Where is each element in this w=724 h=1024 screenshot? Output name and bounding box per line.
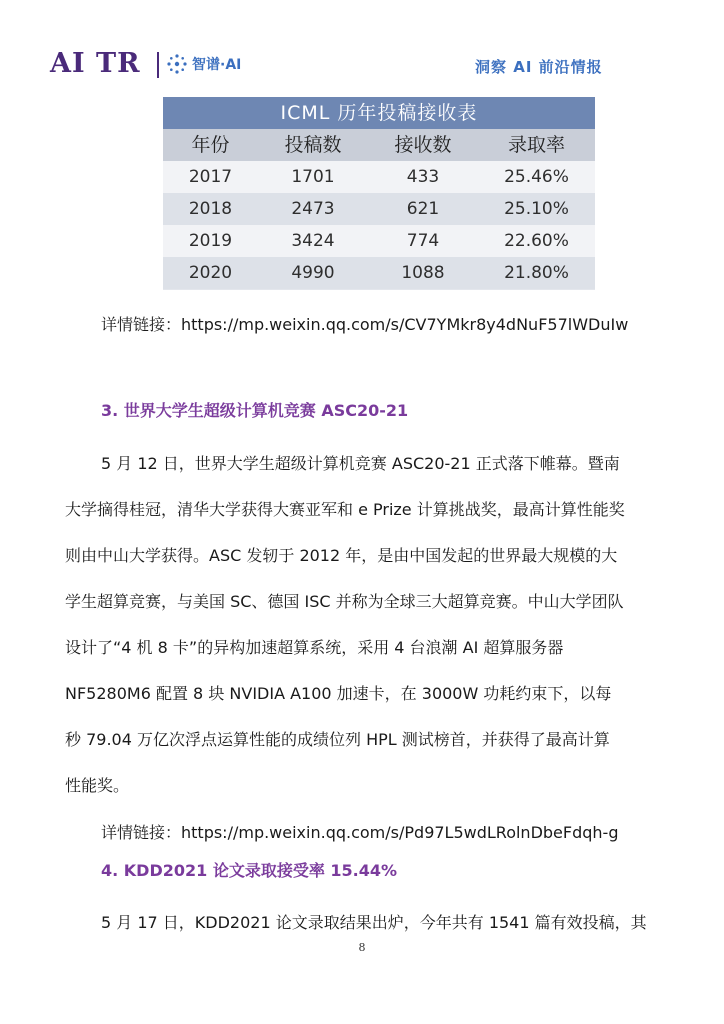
paragraph-line: 则由中山大学获得。ASC 发轫于 2012 年，是由中国发起的世界最大规模的大	[65, 546, 618, 565]
table-cell: 2473	[291, 199, 335, 219]
paragraph-line: 秒 79.04 万亿次浮点运算性能的成绩位列 HPL 测试榜首，并获得了最高计算	[65, 730, 610, 749]
paragraph-line: NF5280M6 配置 8 块 NVIDIA A100 加速卡，在 3000W 功耗约束下，以每	[65, 684, 612, 703]
paragraph-line: 设计了“4 机 8 卡”的异构加速超算系统，采用 4 台浪潮 AI 超算服务器	[65, 638, 564, 657]
table-cell: 2018	[188, 199, 233, 219]
icml-submissions-table	[163, 97, 595, 290]
table-cell: 25.46%	[504, 167, 569, 187]
zhipu-logo-icon	[166, 53, 188, 75]
table-cell: 21.80%	[504, 263, 569, 283]
section-heading-kdd: 4. KDD2021 论文录取接受率 15.44%	[101, 861, 398, 880]
table-cell: 25.10%	[504, 199, 569, 219]
table-cell: 4990	[291, 263, 335, 283]
table-cell: 22.60%	[504, 231, 569, 251]
aitr-logo: AI TR	[50, 48, 141, 79]
header-slogan: 洞察 AI 前沿情报	[475, 58, 603, 76]
paragraph-line: 5 月 12 日，世界大学生超级计算机竞赛 ASC20-21 正式落下帷幕。暨南	[101, 454, 620, 473]
table-cell: 774	[406, 231, 440, 251]
page-number: 8	[358, 941, 366, 954]
table-row	[163, 161, 595, 193]
paragraph-line: 性能奖。	[65, 776, 130, 795]
table-cell: 433	[406, 167, 440, 187]
zhipu-logo-text: 智谱·AI	[192, 57, 242, 73]
page-header	[0, 0, 724, 90]
column-header: 接收数	[394, 134, 452, 156]
column-header: 年份	[191, 134, 230, 156]
paragraph-line: 学生超算竞赛，与美国 SC、德国 ISC 并称为全球三大超算竞赛。中山大学团队	[65, 592, 624, 611]
table-row	[163, 257, 595, 289]
table-header-row	[163, 129, 595, 161]
detail-link-icml[interactable]: 详情链接：https://mp.weixin.qq.com/s/CV7YMkr8y4dNuF57lWDuIw	[101, 315, 629, 334]
logo-separator	[157, 52, 159, 78]
table-cell: 2017	[188, 167, 233, 187]
column-header: 录取率	[507, 134, 565, 156]
table-cell: 1088	[401, 263, 445, 283]
table-row	[163, 193, 595, 225]
paragraph-line: 大学摘得桂冠，清华大学获得大赛亚军和 e Prize 计算挑战奖，最高计算性能奖	[65, 500, 625, 519]
table-cell: 2019	[188, 231, 233, 251]
table-cell: 2020	[188, 263, 233, 283]
section-heading-asc: 3. 世界大学生超级计算机竞赛 ASC20-21	[101, 401, 409, 420]
table-cell: 621	[406, 199, 440, 219]
table-title: ICML 历年投稿接收表	[163, 97, 595, 129]
detail-link-asc[interactable]: 详情链接：https://mp.weixin.qq.com/s/Pd97L5wdLRolnDbeFdqh-g	[101, 823, 619, 842]
table-cell: 3424	[291, 231, 335, 251]
paragraph-line: 5 月 17 日，KDD2021 论文录取结果出炉，今年共有 1541 篇有效投稿，其	[101, 913, 647, 932]
table-cell: 1701	[291, 167, 335, 187]
table-row	[163, 225, 595, 257]
column-header: 投稿数	[284, 134, 342, 156]
